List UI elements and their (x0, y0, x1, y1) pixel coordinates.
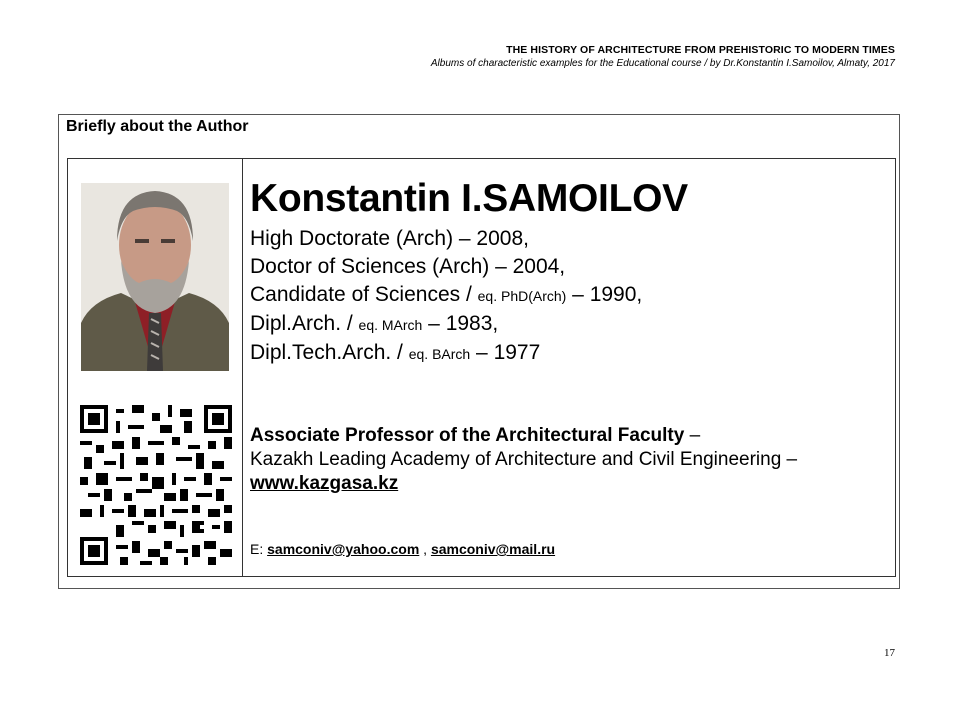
email-label: E: (250, 541, 268, 557)
degree-line (250, 281, 642, 310)
degree-line: Doctor of Sciences (Arch) – 2004, (250, 255, 566, 278)
column-divider (242, 159, 243, 576)
degree-text: Dipl.Arch. / (250, 312, 359, 335)
degree-text: Candidate of Sciences / (250, 283, 478, 306)
email-line (250, 541, 555, 557)
author-section-box (58, 114, 900, 589)
email-link-yahoo[interactable]: samconiv@yahoo.com (267, 541, 420, 557)
author-card (67, 158, 896, 577)
document-header-subtitle: Albums of characteristic examples for the Educational course / by Dr.Konstantin I.Samoilov, Almaty, 2017 (430, 58, 895, 69)
degree-year: – 1990, (566, 283, 643, 306)
degree-equivalent: eq. MArch (358, 317, 423, 333)
section-title: Briefly about the Author (66, 118, 249, 135)
degree-line (250, 310, 642, 339)
degree-equivalent: eq. BArch (408, 346, 471, 362)
degree-text: Dipl.Tech.Arch. / (250, 341, 409, 364)
website-link[interactable]: www.kazgasa.kz (250, 473, 399, 494)
position-line (250, 424, 797, 448)
author-photo (81, 183, 229, 371)
document-header-title: THE HISTORY OF ARCHITECTURE FROM PREHISTORIC TO MODERN TIMES (506, 44, 895, 56)
affiliation (250, 424, 797, 496)
degree-equivalent: eq. PhD(Arch) (477, 288, 567, 304)
page-number: 17 (884, 647, 895, 659)
academy-name: Kazakh Leading Academy of Architecture and Civil Engineering – (250, 449, 798, 470)
position-dash: – (684, 425, 701, 446)
degree-year: – 1977 (470, 341, 541, 364)
email-link-mail[interactable]: samconiv@mail.ru (430, 541, 556, 557)
degree-year: – 1983, (422, 312, 499, 335)
degree-line (250, 339, 642, 368)
author-name: Konstantin I.SAMOILOV (250, 177, 688, 220)
email-separator: , (419, 541, 431, 557)
qr-code (80, 405, 232, 565)
position-title: Associate Professor of the Architectural Faculty (250, 425, 685, 446)
degrees-list (250, 225, 642, 368)
degree-line: High Doctorate (Arch) – 2008, (250, 227, 529, 250)
